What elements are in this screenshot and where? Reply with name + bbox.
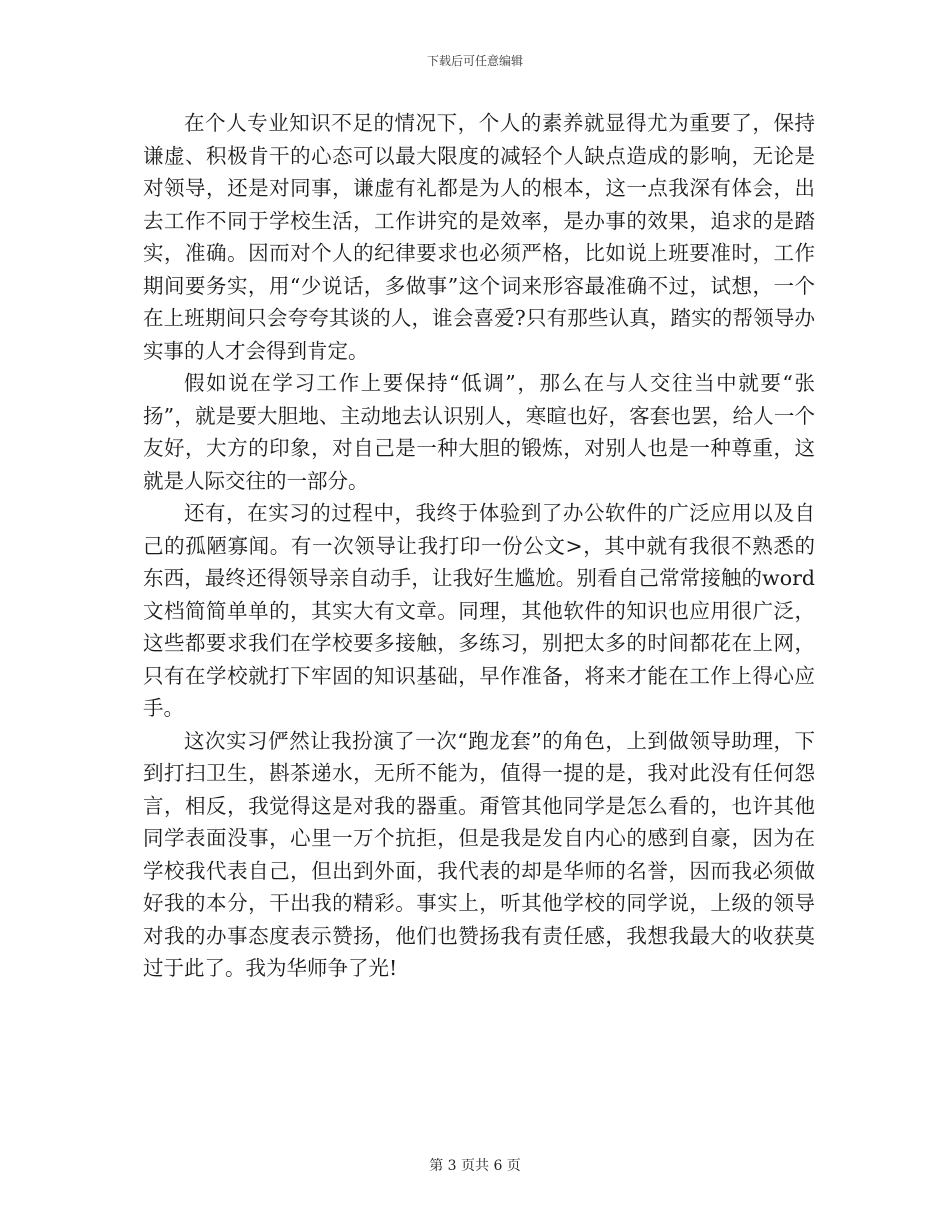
document-body [143, 107, 815, 985]
paragraph-3: 还有，在实习的过程中，我终于体验到了办公软件的广泛应用以及自己的孤陋寡闻。有一次领导让我打印一份公文>，其中就有我很不熟悉的东西，最终还得领导亲自动手，让我好生尴尬。别看自己常常接触的word文档简简单单的，其实大有文章。同理，其他软件的知识也应用很广泛，这些都要求我们在学校要多接触，多练习，别把太多的时间都花在上网，只有在学校就打下牢固的知识基础，早作准备，将来才能在工作上得心应手。 [143, 501, 815, 720]
paragraph-4: 这次实习俨然让我扮演了一次“跑龙套”的角色，上到做领导助理，下到打扫卫生，斟茶递水，无所不能为，值得一提的是，我对此没有任何怨言，相反，我觉得这是对我的器重。甭管其他同学是怎么看的，也许其他同学表面没事，心里一万个抗拒，但是我是发自内心的感到自豪，因为在学校我代表自己，但出到外面，我代表的却是华师的名誉，因而我必须做好我的本分，干出我的精彩。事实上，听其他学校的同学说，上级的领导对我的办事态度表示赞扬，他们也赞扬我有责任感，我想我最大的收获莫过于此了。我为华师争了光! [143, 728, 815, 980]
paragraph-2: 假如说在学习工作上要保持“低调”，那么在与人交往当中就要“张扬”，就是要大胆地、主动地去认识别人，寒暄也好，客套也罢，给人一个友好，大方的印象，对自己是一种大胆的锻炼，对别人也是一种尊重，这就是人际交往的一部分。 [143, 371, 815, 493]
page-header: 下载后可任意编辑 [426, 54, 523, 68]
page-footer: 第 3 页共 6 页 [429, 1158, 521, 1174]
paragraph-1: 在个人专业知识不足的情况下，个人的素养就显得尤为重要了，保持谦虚、积极肯干的心态可以最大限度的减轻个人缺点造成的影响，无论是对领导，还是对同事，谦虚有礼都是为人的根本，这一点我深有体会，出去工作不同于学校生活，工作讲究的是效率，是办事的效果，追求的是踏实，准确。因而对个人的纪律要求也必须严格，比如说上班要准时，工作期间要务实，用“少说话，多做事”这个词来形容最准确不过，试想，一个在上班期间只会夸夸其谈的人，谁会喜爱?只有那些认真，踏实的帮领导办实事的人才会得到肯定。 [143, 111, 815, 363]
